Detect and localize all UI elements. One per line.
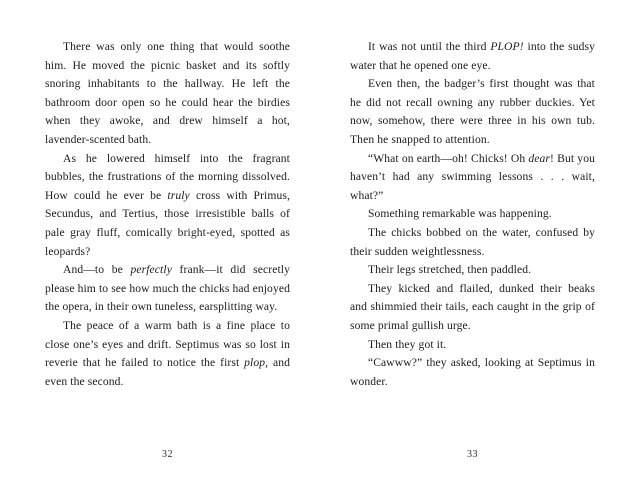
paragraph: Their legs stretched, then paddled. xyxy=(367,263,532,277)
paragraph: The peace of a warm bath is a fine place to close one’s eyes and drift. Septimus was so lost in reverie that he failed to notice the first plop, and even the second. xyxy=(45,318,290,388)
paragraph: They kicked and flailed, dunked their beaks and shimmied their tails, each caught in the grip of some primal gullish urge. xyxy=(350,281,595,332)
paragraph: The chicks bobbed on the water, confused by their sudden weightlessness. xyxy=(350,225,595,258)
page-number-right: 33 xyxy=(467,449,478,460)
paragraph: “Cawww?” they asked, looking at Septimus in wonder. xyxy=(350,356,595,388)
paragraph: As he lowered himself into the fragrant bubbles, the frustrations of the morning dissolved. How could he ever be truly cross with Primus, Secundus, and Tertius, those irresistible balls of pale gray fluff, comically bright-eyed, spotted as leopards? xyxy=(45,151,290,258)
page-left-text xyxy=(45,38,290,391)
paragraph: It was not until the third PLOP! into the sudsy water that he opened one eye. xyxy=(350,40,596,72)
paragraph: Even then, the badger’s first thought was that he did not recall owning any rubber duckies. Yet now, somehow, there were three in his own tub. Then he snapped to attention. xyxy=(350,77,595,146)
paragraph: And—to be perfectly frank—it did secretly please him to see how much the chicks had enjoyed the opera, in their own tuneless, earsplitting way. xyxy=(45,263,290,314)
paragraph: There was only one thing that would soothe him. He moved the picnic basket and its softly snoring inhabitants to the hallway. He left the bathroom door open so he could hear the birdies when they awoke, and drew himself a hot, lavender-scented bath. xyxy=(45,40,290,146)
page-right xyxy=(320,0,640,480)
page-number-left: 32 xyxy=(162,449,173,460)
page-right-text xyxy=(350,38,595,391)
paragraph: Something remarkable was happening. xyxy=(367,207,552,221)
paragraph: Then they got it. xyxy=(367,337,447,351)
paragraph: “What on earth—oh! Chicks! Oh dear! But you haven’t had any swimming lessons . . . wait, what?” xyxy=(350,151,595,202)
